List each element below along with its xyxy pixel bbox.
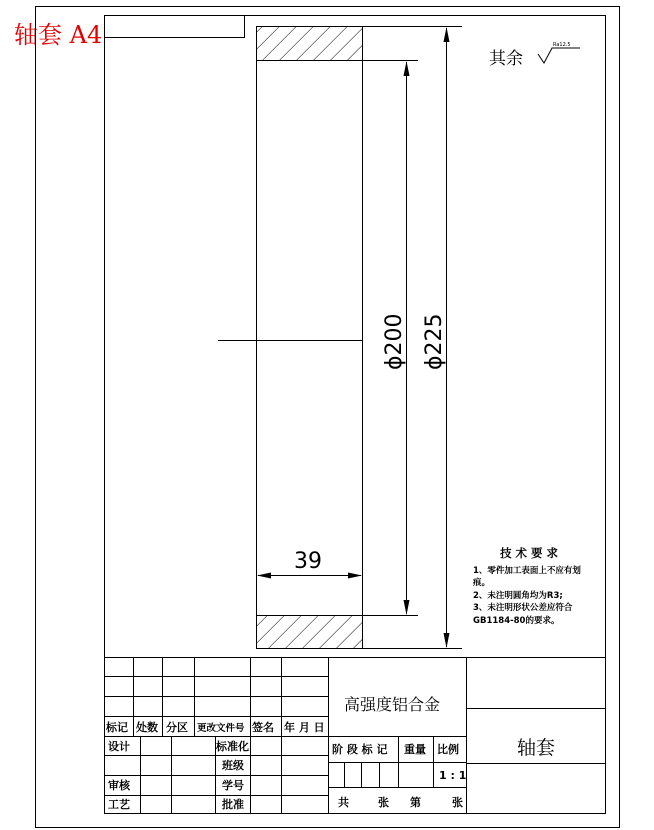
- dim-inner-diameter: ϕ200: [382, 313, 407, 370]
- role-class: 班级: [222, 759, 244, 772]
- role-student-no: 学号: [222, 779, 244, 792]
- role-process: 工艺: [108, 798, 130, 811]
- sheets-nth: 第: [410, 796, 421, 809]
- tech-req-item: GB1184-80的要求。: [473, 616, 560, 626]
- title-block: [105, 658, 606, 814]
- section-hatch-bottom: [257, 616, 363, 649]
- roughness-label: 其余: [489, 49, 523, 69]
- tech-req-item: 1、零件加工表面上不应有划: [473, 566, 581, 576]
- scale-value: 1 : 1: [439, 769, 467, 782]
- hdr-zone: 分区: [166, 721, 188, 734]
- dim-outer-diameter: ϕ225: [422, 313, 447, 370]
- tech-req-item: 2、未注明圆角均为R3;: [473, 591, 563, 601]
- sheets-unit2: 张: [452, 796, 463, 809]
- weight-label: 重量: [404, 743, 426, 756]
- role-design: 设计: [108, 740, 130, 753]
- dim-width: 39: [294, 549, 322, 574]
- material-text: 高强度铝合金: [344, 695, 441, 714]
- code-box: [105, 16, 245, 38]
- part-name-text: 轴套: [517, 737, 556, 759]
- hdr-sign: 签名: [252, 721, 274, 734]
- roughness-icon: [538, 48, 580, 63]
- stage-label: 阶 段 标 记: [332, 743, 388, 756]
- role-review: 审核: [108, 779, 130, 792]
- role-approve: 批准: [222, 798, 244, 811]
- sheets-total: 共: [338, 796, 349, 809]
- inner-frame: [105, 16, 606, 814]
- hdr-mark: 标记: [106, 721, 128, 734]
- hdr-date: 年 月 日: [284, 721, 325, 734]
- hdr-doc-no: 更改文件号: [197, 723, 245, 734]
- role-std: 标准化: [216, 740, 249, 753]
- sheets-unit: 张: [378, 796, 389, 809]
- outer-frame: [36, 7, 620, 828]
- tech-req-item: 痕。: [473, 578, 491, 588]
- scale-label: 比例: [437, 743, 459, 756]
- tech-req-item: 3、未注明形状公差应符合: [473, 603, 573, 613]
- section-hatch-top: [257, 27, 363, 61]
- drawing-title: 轴套 A4: [14, 21, 103, 49]
- tech-req-title: 技 术 要 求: [500, 546, 559, 560]
- roughness-value: Ra12.5: [553, 42, 571, 48]
- hdr-count: 处数: [136, 721, 158, 734]
